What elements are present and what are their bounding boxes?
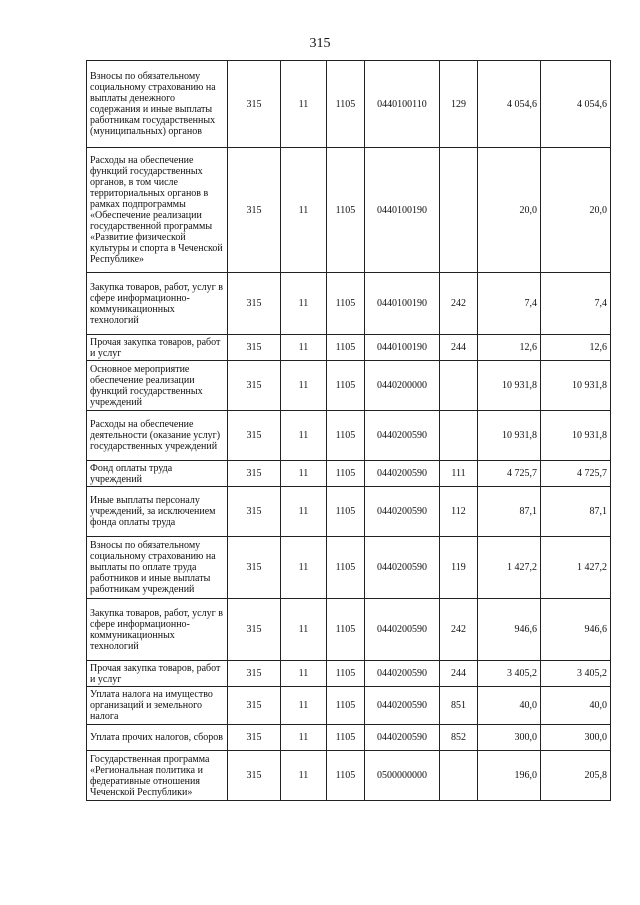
row-name: Иные выплаты персоналу учреждений, за исключением фонда оплаты труда (87, 487, 228, 537)
row-subsection: 1105 (327, 599, 365, 661)
row-subsection: 1105 (327, 361, 365, 411)
row-target: 0440100190 (365, 273, 440, 335)
row-ministry: 315 (228, 599, 281, 661)
row-sum1: 1 427,2 (478, 537, 541, 599)
row-vr: 244 (440, 335, 478, 361)
row-vr (440, 361, 478, 411)
row-vr (440, 751, 478, 801)
row-vr: 242 (440, 599, 478, 661)
row-name: Закупка товаров, работ, услуг в сфере информационно-коммуникационных технологий (87, 599, 228, 661)
row-target: 0440200590 (365, 411, 440, 461)
row-ministry: 315 (228, 725, 281, 751)
row-sum2: 946,6 (541, 599, 611, 661)
row-vr: 852 (440, 725, 478, 751)
row-subsection: 1105 (327, 461, 365, 487)
row-sum2: 300,0 (541, 725, 611, 751)
row-sum2: 20,0 (541, 148, 611, 273)
row-subsection: 1105 (327, 487, 365, 537)
budget-table (86, 60, 611, 801)
row-name: Фонд оплаты труда учреждений (87, 461, 228, 487)
row-sum1: 4 725,7 (478, 461, 541, 487)
row-target: 0440200590 (365, 661, 440, 687)
row-target: 0440200590 (365, 487, 440, 537)
row-section: 11 (281, 725, 327, 751)
row-ministry: 315 (228, 537, 281, 599)
table-row (87, 487, 611, 537)
row-sum2: 1 427,2 (541, 537, 611, 599)
row-section: 11 (281, 148, 327, 273)
row-section: 11 (281, 661, 327, 687)
row-section: 11 (281, 751, 327, 801)
row-sum2: 205,8 (541, 751, 611, 801)
table-row (87, 751, 611, 801)
row-section: 11 (281, 411, 327, 461)
row-subsection: 1105 (327, 61, 365, 148)
row-sum1: 300,0 (478, 725, 541, 751)
row-sum1: 7,4 (478, 273, 541, 335)
row-ministry: 315 (228, 411, 281, 461)
row-target: 0440200590 (365, 537, 440, 599)
row-ministry: 315 (228, 661, 281, 687)
row-section: 11 (281, 487, 327, 537)
row-target: 0500000000 (365, 751, 440, 801)
row-sum2: 7,4 (541, 273, 611, 335)
table-row (87, 461, 611, 487)
row-sum2: 40,0 (541, 687, 611, 725)
row-vr (440, 148, 478, 273)
row-section: 11 (281, 537, 327, 599)
row-sum2: 3 405,2 (541, 661, 611, 687)
row-sum1: 20,0 (478, 148, 541, 273)
row-target: 0440200000 (365, 361, 440, 411)
row-sum1: 87,1 (478, 487, 541, 537)
row-subsection: 1105 (327, 411, 365, 461)
row-ministry: 315 (228, 461, 281, 487)
table-row (87, 725, 611, 751)
row-section: 11 (281, 335, 327, 361)
row-ministry: 315 (228, 61, 281, 148)
table-row (87, 537, 611, 599)
row-section: 11 (281, 599, 327, 661)
row-subsection: 1105 (327, 751, 365, 801)
row-sum1: 10 931,8 (478, 361, 541, 411)
row-sum2: 12,6 (541, 335, 611, 361)
row-subsection: 1105 (327, 687, 365, 725)
row-target: 0440200590 (365, 599, 440, 661)
row-ministry: 315 (228, 335, 281, 361)
page-number: 315 (309, 36, 331, 51)
row-ministry: 315 (228, 361, 281, 411)
row-subsection: 1105 (327, 335, 365, 361)
row-vr: 851 (440, 687, 478, 725)
row-subsection: 1105 (327, 148, 365, 273)
row-name: Уплата прочих налогов, сборов (87, 725, 228, 751)
row-vr: 111 (440, 461, 478, 487)
row-target: 0440100190 (365, 148, 440, 273)
row-vr (440, 411, 478, 461)
table-row (87, 335, 611, 361)
budget-table-body (87, 61, 611, 801)
row-sum1: 12,6 (478, 335, 541, 361)
table-row (87, 361, 611, 411)
row-ministry: 315 (228, 487, 281, 537)
row-sum2: 4 725,7 (541, 461, 611, 487)
row-name: Государственная программа «Региональная политика и федеративные отношения Чеченской Республики» (87, 751, 228, 801)
row-name: Основное мероприятие обеспечение реализации функций государственных учреждений (87, 361, 228, 411)
row-subsection: 1105 (327, 725, 365, 751)
row-vr: 242 (440, 273, 478, 335)
row-section: 11 (281, 361, 327, 411)
row-section: 11 (281, 61, 327, 148)
row-sum1: 4 054,6 (478, 61, 541, 148)
row-subsection: 1105 (327, 537, 365, 599)
row-target: 0440200590 (365, 687, 440, 725)
row-sum1: 946,6 (478, 599, 541, 661)
row-name: Закупка товаров, работ, услуг в сфере информационно-коммуникационных технологий (87, 273, 228, 335)
table-row (87, 273, 611, 335)
table-row (87, 687, 611, 725)
row-section: 11 (281, 273, 327, 335)
row-target: 0440200590 (365, 461, 440, 487)
row-subsection: 1105 (327, 273, 365, 335)
row-sum1: 3 405,2 (478, 661, 541, 687)
row-name: Расходы на обеспечение деятельности (оказание услуг) государственных учреждений (87, 411, 228, 461)
table-row (87, 148, 611, 273)
row-section: 11 (281, 687, 327, 725)
row-target: 0440100110 (365, 61, 440, 148)
row-name: Взносы по обязательному социальному страхованию на выплаты денежного содержания и иные выплаты работникам государственных (муниципальных) органов (87, 61, 228, 148)
row-ministry: 315 (228, 751, 281, 801)
table-row (87, 61, 611, 148)
row-vr: 244 (440, 661, 478, 687)
row-section: 11 (281, 461, 327, 487)
row-sum2: 4 054,6 (541, 61, 611, 148)
row-vr: 119 (440, 537, 478, 599)
table-row (87, 411, 611, 461)
row-ministry: 315 (228, 148, 281, 273)
row-sum2: 10 931,8 (541, 411, 611, 461)
row-vr: 112 (440, 487, 478, 537)
row-name: Расходы на обеспечение функций государственных органов, в том числе территориальных органов в рамках подпрограммы «Обеспечение реализации государственной программы «Развитие физической культуры и спорта в Чеченской Республике» (87, 148, 228, 273)
row-name: Прочая закупка товаров, работ и услуг (87, 661, 228, 687)
row-sum1: 40,0 (478, 687, 541, 725)
row-name: Взносы по обязательному социальному страхованию на выплаты по оплате труда работников и иные выплаты работникам учреждений (87, 537, 228, 599)
row-vr: 129 (440, 61, 478, 148)
row-name: Уплата налога на имущество организаций и земельного налога (87, 687, 228, 725)
row-name: Прочая закупка товаров, работ и услуг (87, 335, 228, 361)
row-sum2: 10 931,8 (541, 361, 611, 411)
row-target: 0440100190 (365, 335, 440, 361)
row-sum2: 87,1 (541, 487, 611, 537)
row-sum1: 196,0 (478, 751, 541, 801)
table-row (87, 661, 611, 687)
row-target: 0440200590 (365, 725, 440, 751)
row-subsection: 1105 (327, 661, 365, 687)
row-ministry: 315 (228, 273, 281, 335)
row-sum1: 10 931,8 (478, 411, 541, 461)
table-row (87, 599, 611, 661)
row-ministry: 315 (228, 687, 281, 725)
